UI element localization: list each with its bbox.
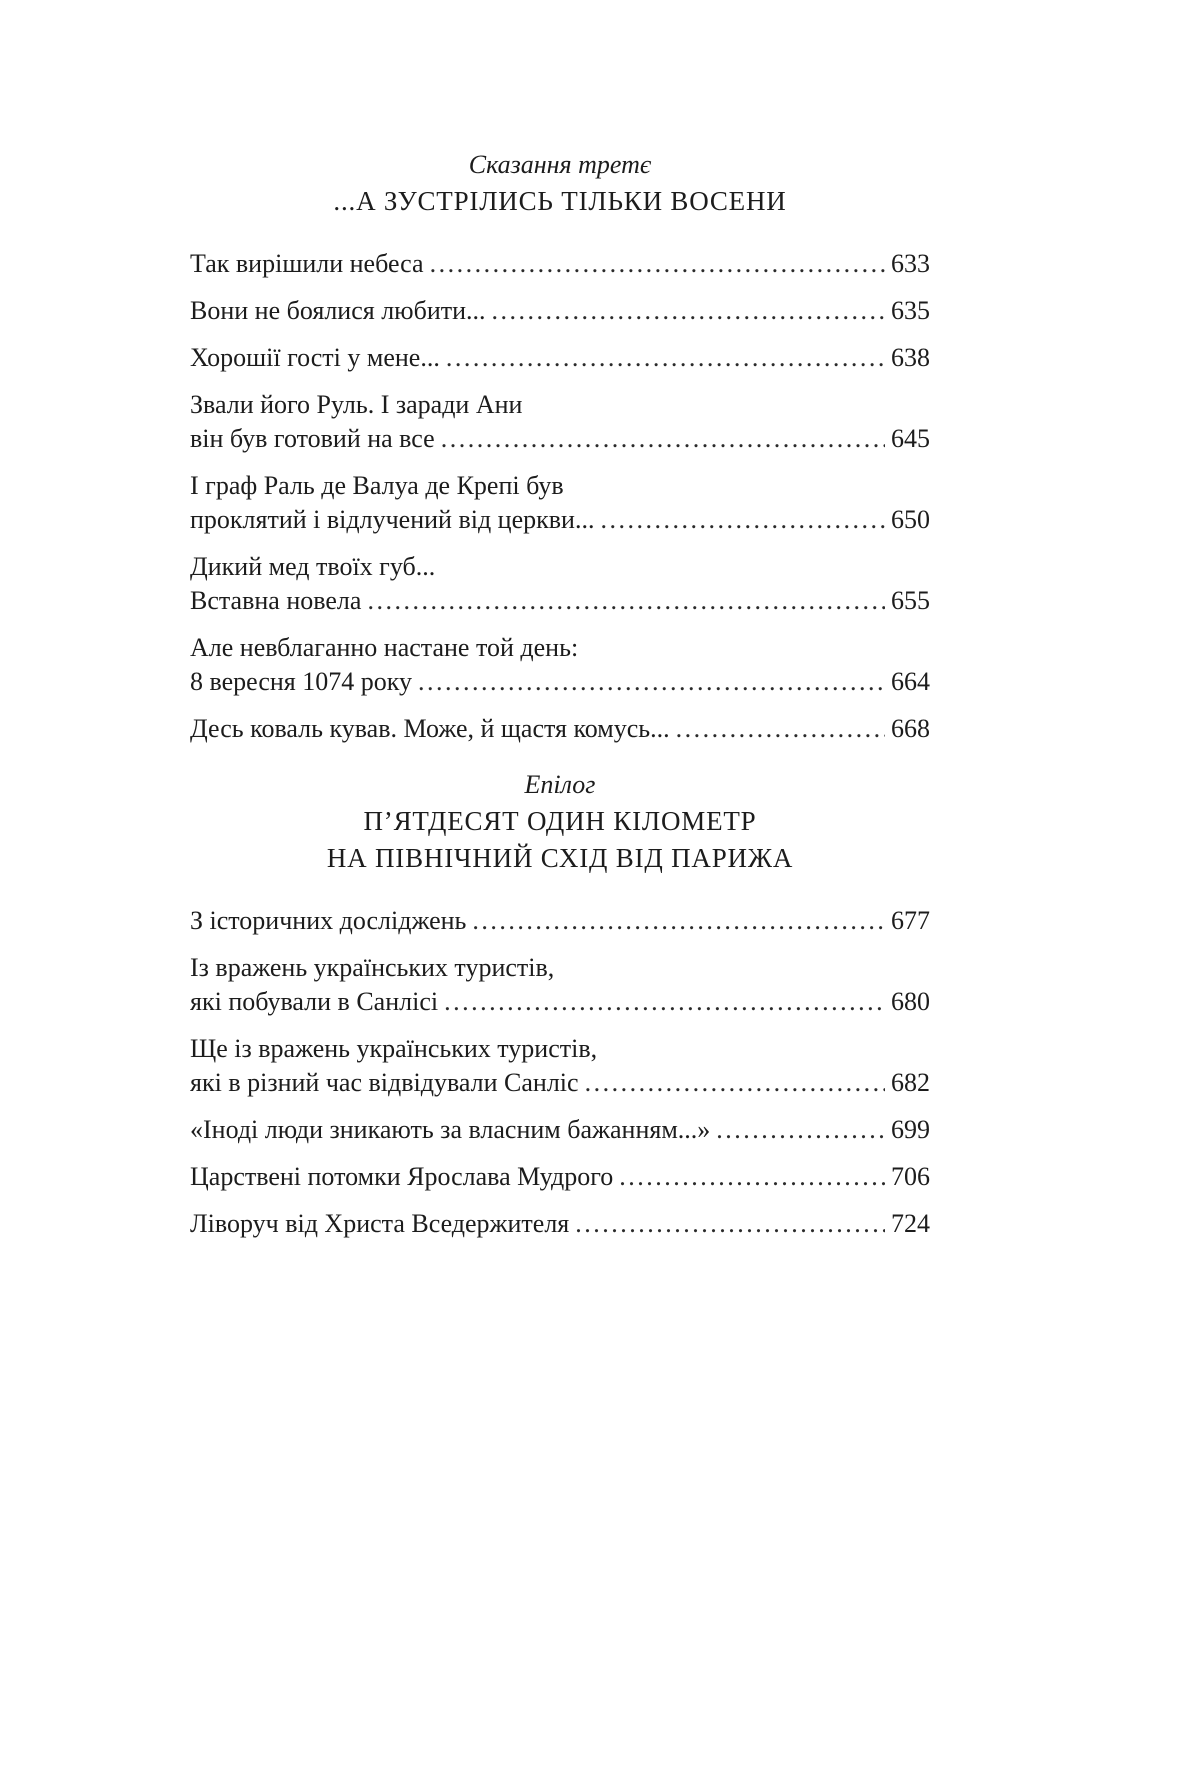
entry-page-number: 635 [891, 296, 930, 325]
toc-entry [190, 247, 930, 281]
entry-page-number: 664 [891, 667, 930, 696]
dot-leader [430, 247, 885, 281]
entry-title: З історичних досліджень [190, 906, 467, 935]
dot-leader [492, 294, 885, 328]
dot-leader [444, 985, 885, 1019]
entry-title: 8 вересня 1074 року [190, 667, 413, 696]
toc-entry [190, 904, 930, 938]
dot-leader [619, 1160, 885, 1194]
entry-title: проклятий і відлучений від церкви... [190, 505, 595, 534]
entry-page-number: 668 [891, 714, 930, 743]
toc-entry [190, 1032, 930, 1100]
entry-page-number: 655 [891, 586, 930, 615]
entry-title: Вони не боялися любити... [190, 296, 486, 325]
dot-leader [676, 712, 885, 746]
section-title-line-2: НА ПІВНІЧНИЙ СХІД ВІД ПАРИЖА [326, 843, 794, 873]
entry-page-number: 650 [891, 505, 930, 534]
entry-title: Вставна новела [190, 586, 362, 615]
entry-title: «Іноді люди зникають за власним бажанням...» [190, 1115, 711, 1144]
entry-page-number: 680 [891, 987, 930, 1016]
entry-page-number: 677 [891, 906, 930, 935]
section-header-epilogue [190, 768, 930, 876]
toc-entry [190, 550, 930, 618]
dot-leader [441, 422, 885, 456]
toc-entry [190, 712, 930, 746]
entry-title-line: Ще із вражень українських туристів, [190, 1034, 598, 1063]
entry-title: Так вирішили небеса [190, 249, 424, 278]
entry-title: які побували в Санлісі [190, 987, 439, 1016]
toc-entry [190, 1207, 930, 1241]
toc-entry [190, 294, 930, 328]
dot-leader [585, 1066, 885, 1100]
toc-entry [190, 388, 930, 456]
dot-leader [367, 584, 885, 618]
entry-page-number: 682 [891, 1068, 930, 1097]
section-header-tale-three [190, 148, 930, 219]
toc-entry [190, 631, 930, 699]
toc-entry [190, 1160, 930, 1194]
entry-title: Хорошії гості у мене... [190, 343, 440, 372]
section-subtitle: Сказання третє [468, 150, 652, 179]
entry-title-line: Але невблаганно настане той день: [190, 633, 579, 662]
toc-entry [190, 1113, 930, 1147]
entry-title: він був готовий на все [190, 424, 435, 453]
dot-leader [600, 503, 885, 537]
section-title-line-1: П’ЯТДЕСЯТ ОДИН КІЛОМЕТР [363, 806, 757, 836]
dot-leader [716, 1113, 885, 1147]
entry-page-number: 645 [891, 424, 930, 453]
entry-title-line: Дикий мед твоїх губ... [190, 552, 436, 581]
toc-entry [190, 469, 930, 537]
entry-title: Ліворуч від Христа Вседержителя [190, 1209, 570, 1238]
entry-title: Царствені потомки Ярослава Мудрого [190, 1162, 614, 1191]
entry-title-line: Звали його Руль. І заради Ани [190, 390, 523, 419]
dot-leader [418, 665, 885, 699]
entry-title-line: І граф Раль де Валуа де Крепі був [190, 471, 564, 500]
entry-page-number: 724 [891, 1209, 930, 1238]
entry-title-line: Із вражень українських туристів, [190, 953, 555, 982]
toc-entry [190, 951, 930, 1019]
dot-leader [575, 1207, 885, 1241]
section-title: ...А ЗУСТРІЛИСЬ ТІЛЬКИ ВОСЕНИ [333, 186, 787, 216]
dot-leader [472, 904, 885, 938]
entry-page-number: 699 [891, 1115, 930, 1144]
entry-page-number: 638 [891, 343, 930, 372]
toc-entry [190, 341, 930, 375]
dot-leader [446, 341, 885, 375]
entry-title: Десь коваль кував. Може, й щастя комусь... [190, 714, 670, 743]
entry-page-number: 706 [891, 1162, 930, 1191]
entry-page-number: 633 [891, 249, 930, 278]
entry-title: які в різний час відвідували Санліс [190, 1068, 579, 1097]
section-subtitle: Епілог [524, 770, 596, 799]
